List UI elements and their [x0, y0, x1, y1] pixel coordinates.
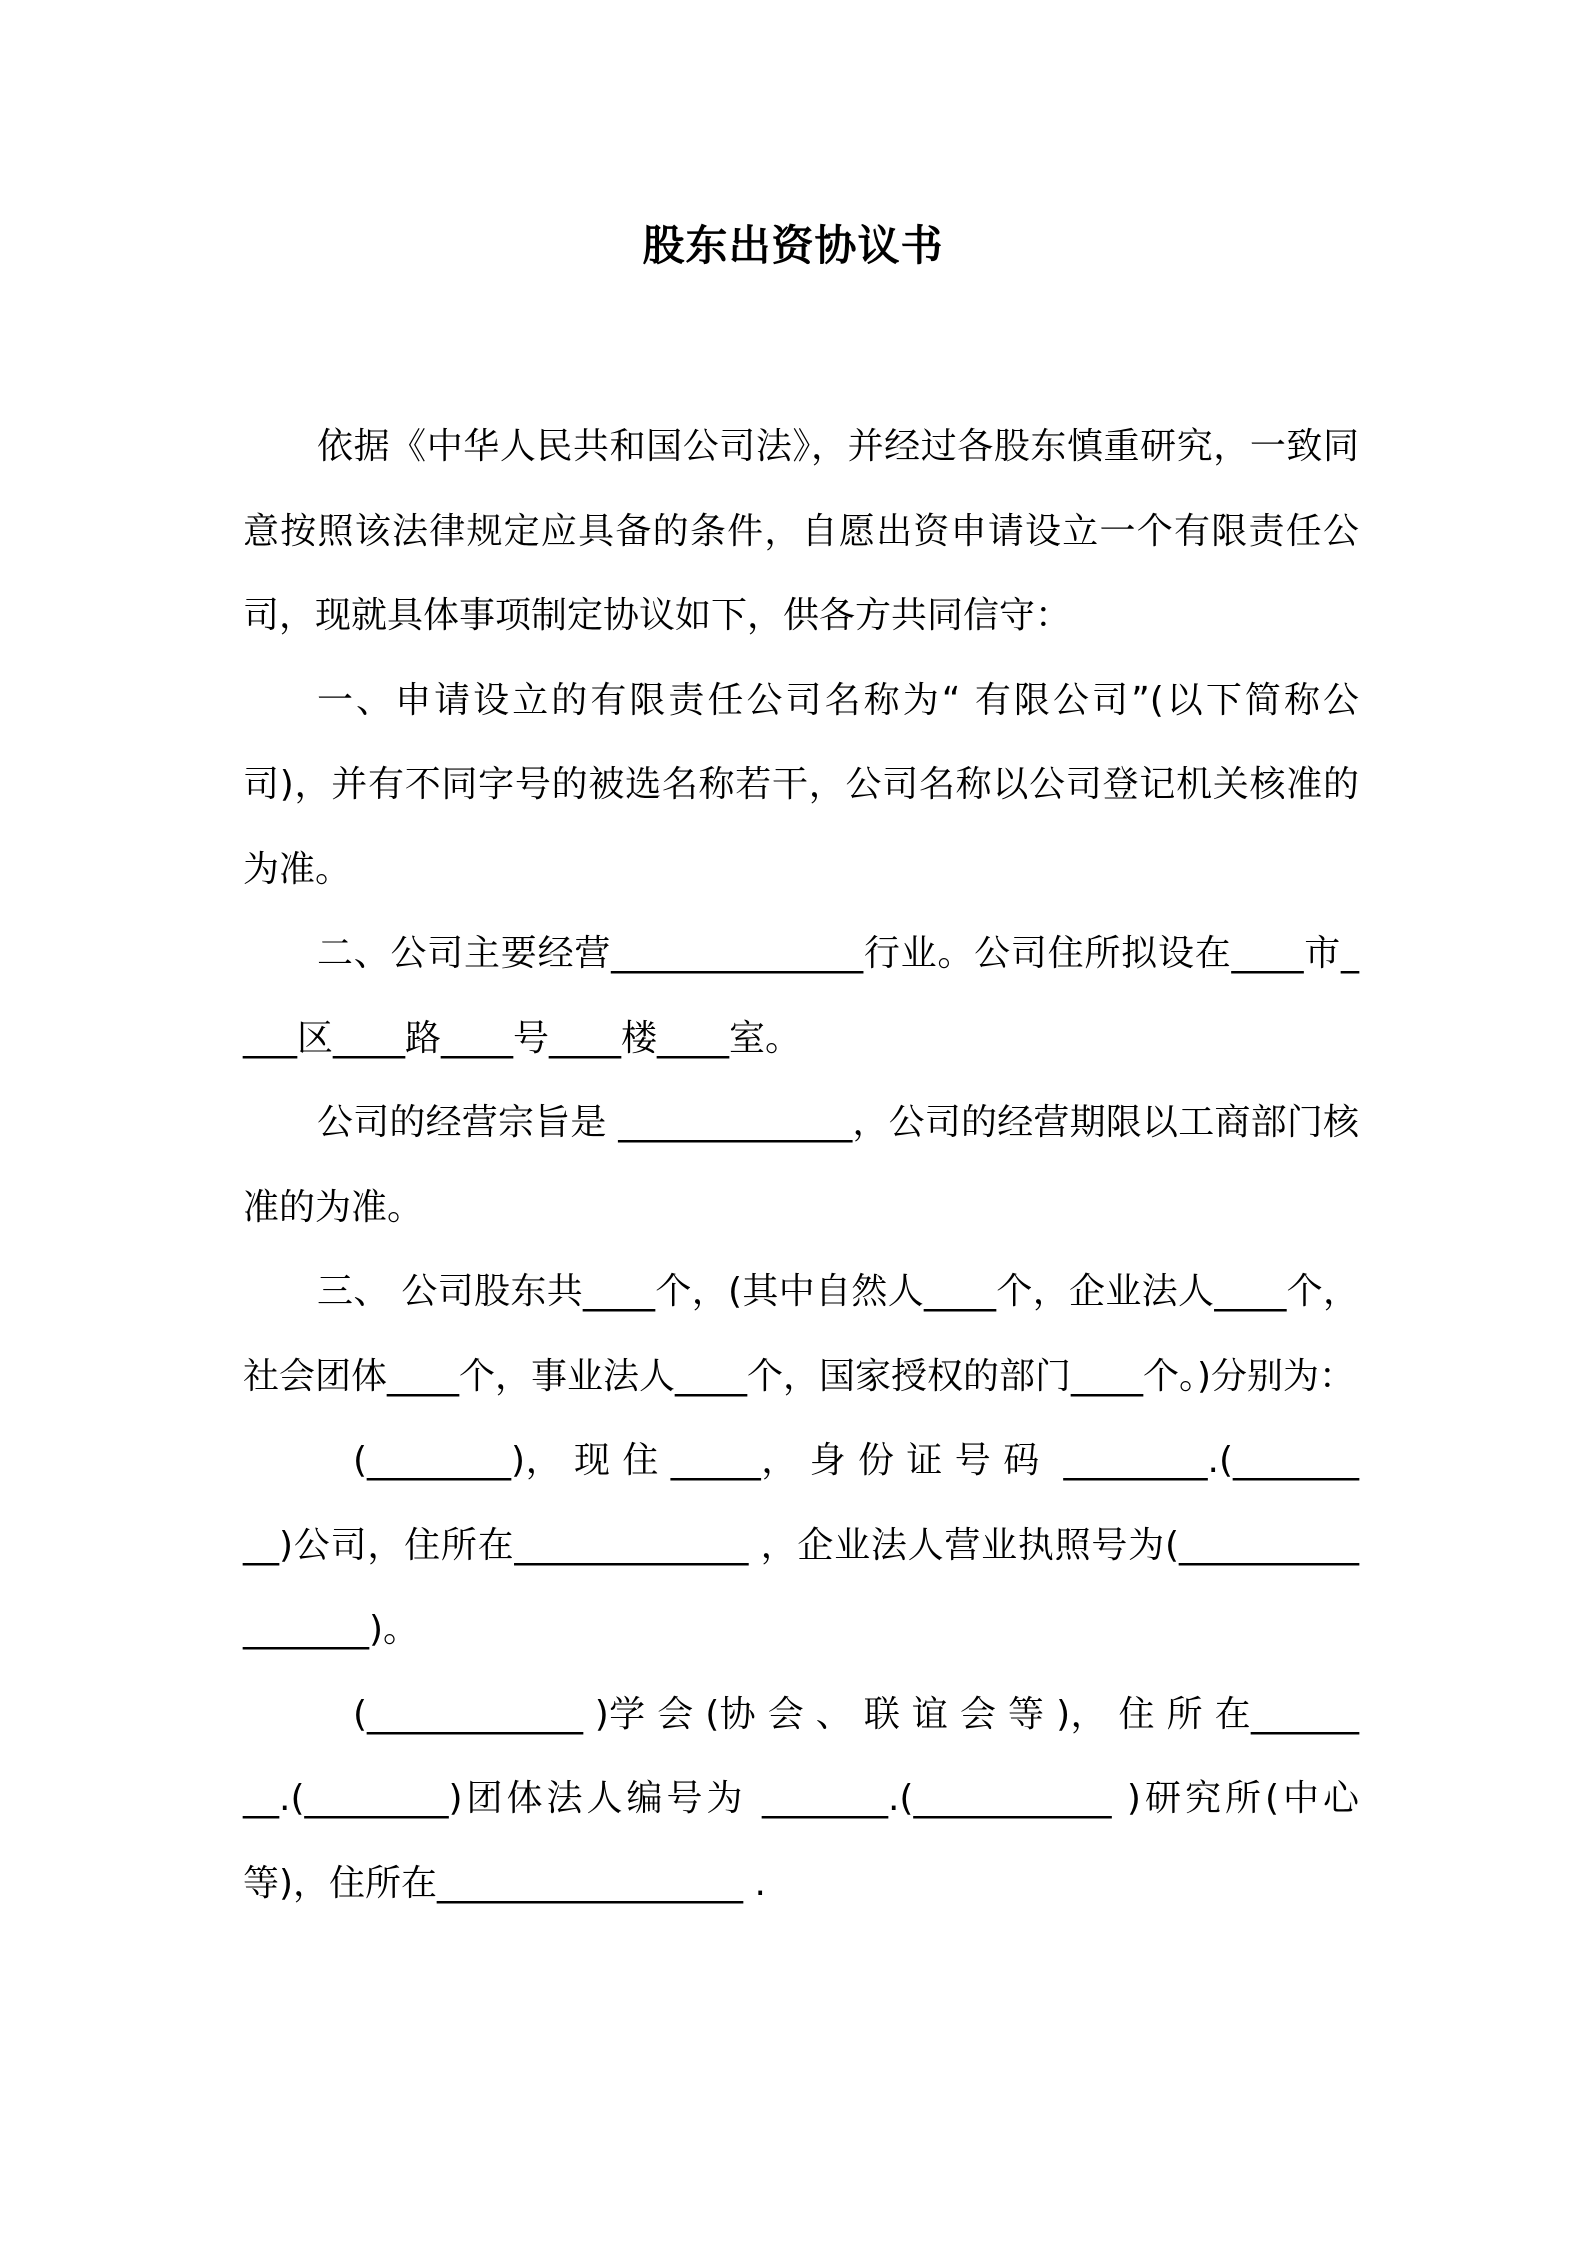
paragraph-clause-3: 三、 公司股东共____个，(其中自然人____个，企业法人____个，社会团体____个，事业法人____个，国家授权的部门____个。)分别为：: [243, 1271, 1359, 1397]
paragraph-preamble: 依据《中华人民共和国公司法》，并经过各股东慎重研究，一致同意按照该法律规定应具备的条件，自愿出资申请设立一个有限责任公司，现就具体事项制定协议如下，供各方共同信守：: [243, 426, 1359, 636]
paragraph-clause-1: 一、申请设立的有限责任公司名称为“ 有限公司”(以下简称公司)，并有不同字号的被选名称若干，公司名称以公司登记机关核准的为准。: [243, 679, 1359, 890]
paragraph-shareholder-entries: (________)， 现 住 _____， 身 份 证 号 码 ________.(_________)公司，住所在_____________ ，企业法人营业执照号为(_________________)。: [243, 1440, 1359, 1650]
document-title: 股东出资协议书: [642, 221, 944, 270]
paragraph-organization-entries: (____________ )学 会 (协 会 、 联 谊 会 等 )， 住 所 在________.(________)团体法人编号为 _______.(___________ )研究所(中心等)，住所在_________________ .: [243, 1693, 1359, 1904]
paragraph-clause-2: 二、公司主要经营______________行业。公司住所拟设在____市____区____路____号____楼____室。: [243, 933, 1359, 1059]
paragraph-business-purpose: 公司的经营宗旨是 _____________，公司的经营期限以工商部门核准的为准。: [243, 1102, 1359, 1228]
document-body: [243, 405, 1359, 1926]
